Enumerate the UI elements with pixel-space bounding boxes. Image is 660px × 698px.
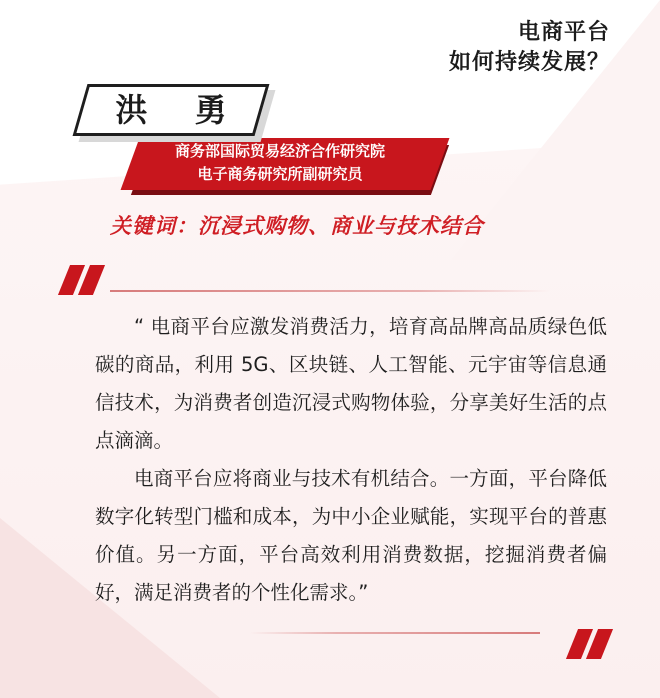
person-name: 洪 勇: [115, 91, 245, 129]
quote-paragraph-1: “ 电商平台应激发消费活力，培育高品牌高品质绿色低碳的商品，利用 5G、区块链、人工智能、元宇宙等信息通信技术，为消费者创造沉浸式购物体验，分享美好生活的点点滴滴。: [95, 315, 607, 452]
close-quote-icon: [566, 629, 610, 659]
quote-paragraph-2: 电商平台应将商业与技术有机结合。一方面，平台降低数字化转型门槛和成本，为中小企业赋能，实现平台的普惠价值。另一方面，平台高效利用消费数据，挖掘消费者偏好，满足消费者的个性化需求。”: [95, 467, 607, 604]
page-title: [449, 18, 610, 78]
person-title: [130, 140, 430, 186]
page-title-line2: 如何持续发展？: [448, 50, 610, 75]
quote-body: [95, 308, 607, 612]
open-quote-icon: [58, 265, 102, 295]
keywords-line: 关键词：沉浸式购物、商业与技术结合: [110, 214, 484, 238]
person-title-line1: 商务部国际贸易经济合作研究院: [174, 142, 385, 160]
top-divider: [110, 290, 550, 292]
bottom-divider: [250, 632, 540, 634]
page-title-line1: 电商平台: [517, 20, 610, 45]
name-plate: [80, 84, 270, 142]
person-title-line2: 电子商务研究所副研究员: [197, 165, 363, 183]
